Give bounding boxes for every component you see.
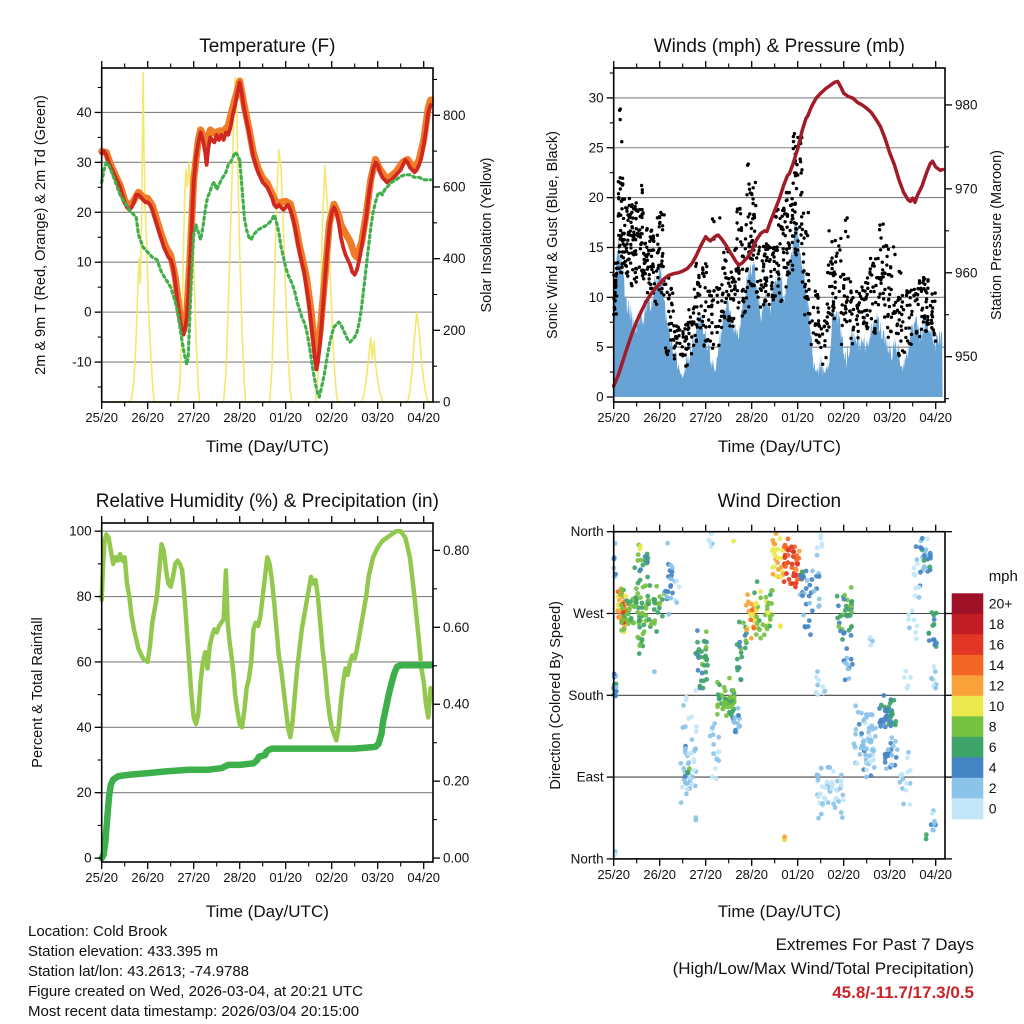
chart-title: Winds (mph) & Pressure (mb) (653, 36, 905, 57)
y-tick-label: 60 (76, 654, 92, 670)
x-tick-label: 03/20 (361, 870, 394, 885)
y-tick-label: 20 (76, 204, 92, 220)
colorbar-label: 16 (988, 636, 1005, 653)
colorbar-label: 8 (988, 718, 997, 735)
x-tick-label: 25/20 (597, 410, 630, 425)
y-tick-label: 0.40 (443, 696, 470, 712)
direction-dots (611, 531, 939, 857)
chart-title: Relative Humidity (%) & Precipitation (in) (95, 491, 439, 512)
colorbar-label: 10 (988, 698, 1005, 715)
colorbar-segment (952, 696, 984, 717)
y-tick-label: 15 (588, 239, 604, 255)
x-tick-label: 27/20 (689, 866, 722, 882)
y-tick-label: 0.20 (443, 773, 470, 789)
x-axis-title: Time (Day/UTC) (205, 902, 329, 921)
x-tick-label: 03/20 (873, 866, 906, 882)
x-tick-label: 26/20 (131, 870, 164, 885)
x-tick-label: 28/20 (735, 410, 768, 425)
y-tick-label: 980 (955, 97, 978, 113)
left-axis-title: Percent & Total Rainfall (30, 617, 46, 768)
chart-title: Temperature (F) (199, 36, 336, 57)
colorbar-segment (952, 675, 984, 696)
colorbar-segment (952, 737, 984, 758)
x-tick-label: 03/20 (873, 410, 906, 425)
left-axis-title: Direction (Colored By Speed) (548, 601, 564, 790)
y-tick-label: 970 (955, 181, 978, 197)
station-latlon: Station lat/lon: 43.2613; -74.9788 (28, 963, 250, 980)
series-9m-temperature (102, 81, 431, 358)
right-axis-title: Solar Insolation (Yellow) (479, 157, 495, 313)
y-tick-label: 30 (588, 90, 604, 106)
colorbar-segment (952, 757, 984, 778)
x-tick-label: 02/20 (827, 866, 860, 882)
y-tick-label: 10 (76, 254, 92, 270)
y-tick-label: East (576, 769, 604, 785)
x-tick-label: 26/20 (131, 410, 164, 425)
y-tick-label: 10 (588, 289, 604, 305)
x-tick-label: 27/20 (177, 410, 210, 425)
y-tick-label: 0 (84, 304, 92, 320)
x-axis-title: Time (Day/UTC) (717, 437, 841, 456)
y-tick-label: West (573, 606, 604, 621)
colorbar-segment (952, 655, 984, 676)
x-tick-label: 01/20 (269, 410, 302, 425)
y-tick-label: 0 (84, 850, 92, 866)
y-tick-label: 20 (76, 785, 92, 801)
x-tick-label: 04/20 (407, 870, 440, 885)
series-total-rainfall (102, 665, 431, 858)
extremes-values: 45.8/-11.7/17.3/0.5 (832, 983, 974, 1002)
colorbar-segment (952, 798, 984, 819)
figure-created: Figure created on Wed, 2026-03-04, at 20:21 UTC (28, 983, 363, 1000)
colorbar-segment (952, 593, 984, 614)
x-tick-label: 25/20 (597, 866, 630, 882)
x-tick-label: 28/20 (735, 866, 768, 882)
y-tick-label: 960 (955, 265, 978, 281)
y-tick-label: 0.60 (443, 619, 470, 635)
colorbar-segment (952, 778, 984, 799)
x-tick-label: 26/20 (643, 866, 676, 882)
x-tick-label: 02/20 (315, 410, 348, 425)
wind-direction-chart (548, 491, 952, 921)
colorbar-label: 20+ (988, 595, 1013, 612)
y-tick-label: 80 (76, 589, 92, 605)
colorbar-label: 14 (988, 657, 1005, 674)
right-axis-title: Station Pressure (Maroon) (989, 149, 1005, 321)
y-tick-label: 600 (443, 179, 466, 195)
x-tick-label: 02/20 (827, 410, 860, 425)
winds-pressure-chart (545, 36, 1005, 456)
series-sonic-wind-area (614, 222, 943, 397)
y-tick-label: 400 (443, 251, 466, 267)
colorbar-title: mph (988, 568, 1018, 585)
y-tick-label: 30 (76, 154, 92, 170)
x-tick-label: 04/20 (407, 410, 440, 425)
y-tick-label: -10 (72, 354, 92, 370)
colorbar-label: 18 (988, 616, 1005, 633)
x-tick-label: 27/20 (177, 870, 210, 885)
colorbar-label: 2 (988, 780, 997, 797)
x-tick-label: 01/20 (269, 870, 302, 885)
y-tick-label: 200 (443, 322, 466, 338)
y-tick-label: 800 (443, 107, 466, 123)
y-tick-label: North (570, 524, 604, 540)
x-tick-label: 04/20 (919, 866, 952, 882)
chart-title: Wind Direction (717, 491, 842, 512)
speed-colorbar (952, 568, 1018, 819)
y-tick-label: 25 (588, 140, 604, 156)
y-tick-label: 40 (76, 104, 92, 120)
y-tick-label: 40 (76, 719, 92, 735)
colorbar-segment (952, 716, 984, 737)
data-timestamp: Most recent data timestamp: 2026/03/04 20:15:00 (28, 1003, 360, 1020)
x-tick-label: 03/20 (361, 410, 394, 425)
x-tick-label: 28/20 (223, 870, 256, 885)
y-tick-label: 0 (443, 394, 451, 410)
x-axis-title: Time (Day/UTC) (205, 437, 329, 456)
x-axis-title: Time (Day/UTC) (717, 902, 841, 921)
temperature-chart (33, 36, 495, 456)
series-relative-humidity (102, 531, 431, 740)
humidity-precip-chart (30, 491, 469, 921)
left-axis-title: Sonic Wind & Gust (Blue, Black) (545, 131, 561, 339)
y-tick-label: 0 (596, 389, 604, 405)
x-tick-label: 01/20 (781, 410, 814, 425)
station-location: Location: Cold Brook (28, 923, 168, 940)
colorbar-segment (952, 634, 984, 655)
y-tick-label: South (568, 687, 604, 703)
x-tick-label: 25/20 (85, 410, 118, 425)
extremes-block (673, 933, 974, 1005)
colorbar-segment (952, 614, 984, 635)
colorbar-label: 0 (988, 800, 997, 817)
station-info-block (28, 922, 363, 1022)
x-tick-label: 25/20 (85, 870, 118, 885)
extremes-title: Extremes For Past 7 Days (775, 935, 974, 954)
y-tick-label: 0.00 (443, 850, 470, 866)
extremes-subtitle: (High/Low/Max Wind/Total Precipitation) (672, 959, 974, 978)
colorbar-label: 12 (988, 677, 1005, 694)
x-tick-label: 26/20 (643, 410, 676, 425)
y-tick-label: North (570, 851, 604, 867)
x-tick-label: 27/20 (689, 410, 722, 425)
y-tick-label: 0.80 (443, 542, 470, 558)
series-solar-insolation (102, 72, 431, 402)
colorbar-label: 4 (988, 759, 997, 776)
y-tick-label: 20 (588, 190, 604, 206)
x-tick-label: 01/20 (781, 866, 814, 882)
left-axis-title: 2m & 9m T (Red, Orange) & 2m Td (Green) (33, 95, 49, 375)
station-elevation: Station elevation: 433.395 m (28, 943, 219, 960)
y-tick-label: 5 (596, 339, 604, 355)
x-tick-label: 04/20 (919, 410, 952, 425)
y-tick-label: 100 (69, 523, 92, 539)
colorbar-label: 6 (988, 739, 997, 756)
y-tick-label: 950 (955, 349, 978, 365)
x-tick-label: 28/20 (223, 410, 256, 425)
x-tick-label: 02/20 (315, 870, 348, 885)
